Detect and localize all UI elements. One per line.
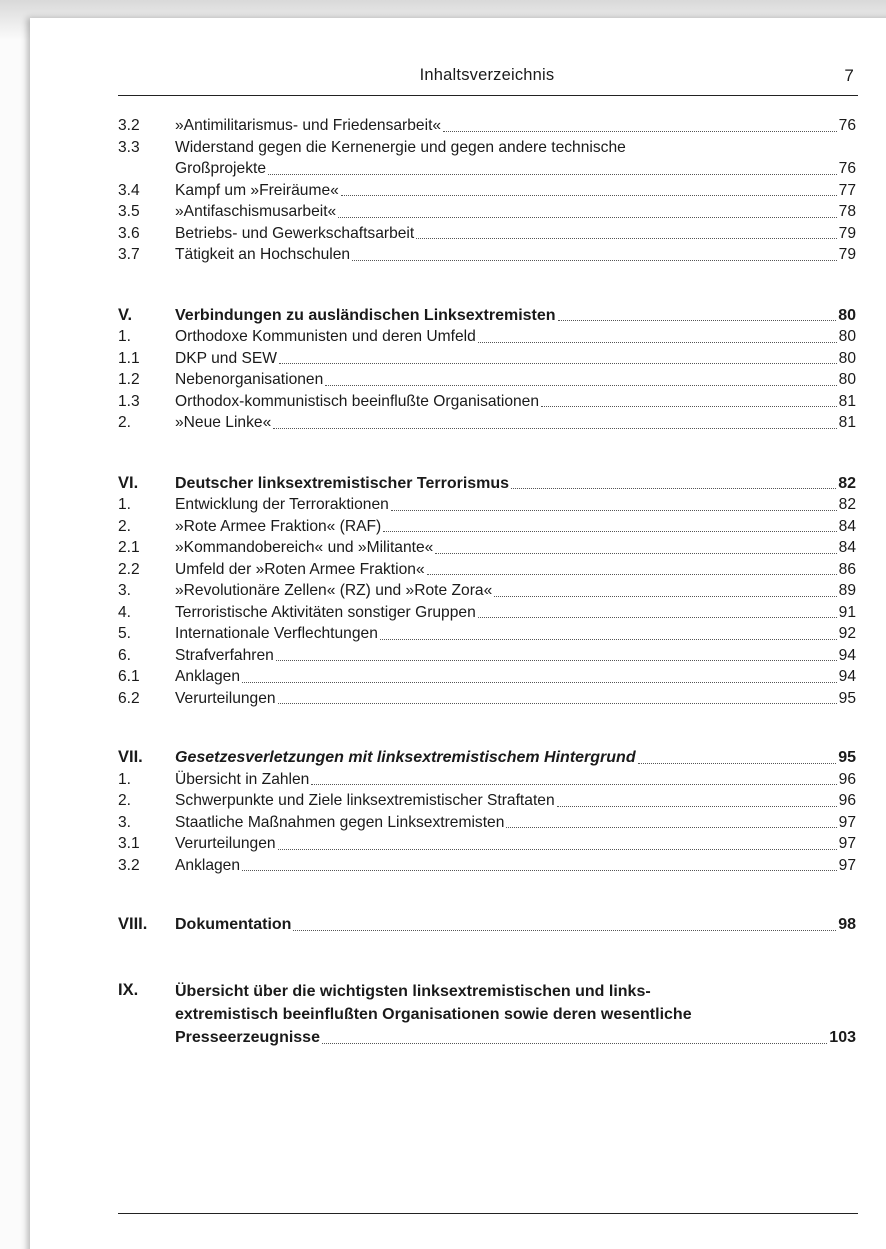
toc-entry-number: 3.2 <box>118 856 140 874</box>
toc-entry-page: 96 <box>838 770 856 788</box>
toc-entry-number: 3.6 <box>118 224 140 242</box>
toc-entry-number: 1. <box>118 770 132 788</box>
toc-entry-page: 97 <box>838 835 856 852</box>
toc-entry[interactable] <box>118 516 856 538</box>
toc-entry-page: 98 <box>838 916 856 933</box>
toc-entry-number: 3. <box>118 813 132 831</box>
toc-entry-number: 3.2 <box>118 117 140 134</box>
dot-leader <box>506 826 836 828</box>
toc-entry-page: 96 <box>838 792 856 809</box>
toc-entry-number: 2.1 <box>118 539 140 556</box>
toc-entry-number: 2. <box>118 792 132 809</box>
toc-entry-page: 80 <box>838 349 856 367</box>
toc-entry-number: 2.2 <box>118 560 140 578</box>
dot-leader <box>435 552 836 554</box>
toc-entry-number: V. <box>118 305 133 324</box>
dot-leader <box>268 173 837 175</box>
toc-entry-title: Verurteilungen <box>175 689 276 707</box>
dot-leader <box>558 319 837 321</box>
header-title: Inhaltsverzeichnis <box>419 66 555 84</box>
dot-leader <box>478 341 837 343</box>
toc-chapter-entry[interactable] <box>118 914 856 936</box>
toc-entry[interactable] <box>118 623 856 645</box>
table-of-contents <box>118 115 856 1049</box>
dot-leader <box>311 783 836 785</box>
dot-leader <box>276 659 837 661</box>
toc-entry-number: 3. <box>118 582 132 599</box>
dot-leader <box>352 259 837 261</box>
dot-leader <box>416 237 836 239</box>
section-spacer <box>118 709 856 747</box>
toc-entry[interactable] <box>118 412 856 434</box>
toc-entry-number: 5. <box>118 625 132 642</box>
toc-entry-title: »Antimilitarismus- und Friedensarbeit« <box>175 117 442 134</box>
toc-entry-number: IX. <box>118 980 139 999</box>
toc-entry-number: 2. <box>118 414 132 431</box>
toc-entry-number: 1.3 <box>118 392 140 410</box>
dot-leader <box>391 509 837 511</box>
toc-entry-title: Anklagen <box>175 668 241 685</box>
toc-entry[interactable] <box>118 790 856 812</box>
dot-leader <box>383 530 836 532</box>
toc-entry-title: Entwicklung der Terroraktionen <box>175 496 389 513</box>
toc-entry[interactable] <box>118 855 856 877</box>
toc-entry-number: 6.2 <box>118 689 140 707</box>
toc-entry-page: 95 <box>838 749 856 766</box>
toc-entry-page: 89 <box>838 582 856 599</box>
dot-leader <box>242 869 837 871</box>
toc-entry[interactable] <box>118 666 856 688</box>
toc-entry-title: Verurteilungen <box>175 835 276 852</box>
toc-entry-page: 80 <box>838 371 856 388</box>
toc-entry-number: 1. <box>118 496 132 513</box>
toc-entry-number: 3.1 <box>118 835 140 852</box>
toc-entry-title: »Neue Linke« <box>175 414 272 431</box>
toc-entry-page: 76 <box>838 160 856 177</box>
toc-entry[interactable] <box>118 391 856 413</box>
toc-entry-page: 79 <box>838 246 856 263</box>
toc-entry-page: 81 <box>838 392 856 410</box>
toc-entry[interactable] <box>118 223 856 245</box>
toc-entry-title: Betriebs- und Gewerkschaftsarbeit <box>175 224 415 242</box>
toc-entry-page: 77 <box>838 181 856 199</box>
toc-entry-title: »Antifaschismusarbeit« <box>175 203 337 220</box>
toc-entry-title: Orthodox-kommunistisch beeinflußte Organisationen <box>175 392 540 410</box>
toc-entry-page: 84 <box>838 517 856 535</box>
toc-entry[interactable] <box>118 180 856 202</box>
dot-leader <box>338 216 836 218</box>
toc-entry-title: Dokumentation <box>175 916 292 933</box>
toc-entry-number: 2. <box>118 517 132 535</box>
toc-entry-number: 1. <box>118 328 132 345</box>
toc-entry[interactable] <box>118 369 856 391</box>
dot-leader <box>557 805 837 807</box>
toc-entry-page: 94 <box>838 646 856 664</box>
toc-entry-title: DKP und SEW <box>175 349 277 367</box>
dot-leader <box>293 929 836 931</box>
toc-entry[interactable] <box>118 812 856 834</box>
toc-entry-title: Deutscher linksextremistischer Terrorismus <box>175 474 510 492</box>
running-header <box>118 66 856 90</box>
dot-leader <box>427 573 837 575</box>
toc-entry-page: 86 <box>838 560 856 578</box>
toc-entry-title: Anklagen <box>175 856 241 874</box>
dot-leader <box>325 384 836 386</box>
toc-entry-number: 3.7 <box>118 246 140 263</box>
dot-leader <box>443 130 837 132</box>
toc-entry-page: 82 <box>838 474 856 492</box>
section-spacer <box>118 936 856 980</box>
toc-entry-title: Internationale Verflechtungen <box>175 625 378 642</box>
toc-chapter-entry[interactable] <box>118 747 856 769</box>
toc-entry-title: Großprojekte <box>175 160 266 177</box>
section-spacer <box>118 434 856 473</box>
toc-entry-title: Schwerpunkte und Ziele linksextremistischer Straftaten <box>175 792 555 809</box>
dot-leader <box>638 762 837 764</box>
toc-entry-page: 92 <box>838 625 856 642</box>
toc-entry-page: 79 <box>838 224 856 242</box>
toc-entry-title: Kampf um »Freiräume« <box>175 181 339 199</box>
header-page-number: 7 <box>844 66 854 85</box>
dot-leader <box>341 194 837 196</box>
toc-entry-title: Gesetzesverletzungen mit linksextremistischem Hintergrund <box>175 749 636 766</box>
toc-entry-page: 80 <box>838 306 856 324</box>
toc-entry-number: 1.1 <box>118 349 140 367</box>
toc-entry-title: Presseerzeugnisse <box>175 1028 320 1046</box>
toc-entry[interactable] <box>118 494 856 516</box>
toc-entry-title: Tätigkeit an Hochschulen <box>175 246 351 263</box>
toc-entry[interactable] <box>118 244 856 266</box>
section-spacer <box>118 876 856 914</box>
toc-entry-title: Übersicht in Zahlen <box>175 770 310 788</box>
dot-leader <box>278 702 837 704</box>
toc-entry[interactable] <box>118 645 856 667</box>
toc-entry-title: »Rote Armee Fraktion« (RAF) <box>175 517 382 535</box>
dot-leader <box>279 362 837 364</box>
toc-chapter-entry[interactable] <box>118 305 856 327</box>
toc-entry[interactable] <box>118 688 856 710</box>
toc-entry[interactable] <box>118 769 856 791</box>
toc-entry-page: 81 <box>838 414 856 431</box>
toc-entry-page: 97 <box>838 813 856 831</box>
toc-entry-page: 97 <box>838 856 856 874</box>
toc-entry-title: Terroristische Aktivitäten sonstiger Gruppen <box>175 603 476 621</box>
toc-chapter-entry[interactable] <box>118 473 856 495</box>
toc-entry-title: »Revolutionäre Zellen« (RZ) und »Rote Zora« <box>175 582 493 599</box>
toc-entry-number: 3.3 <box>118 138 140 156</box>
toc-entry[interactable] <box>118 602 856 624</box>
dot-leader <box>273 427 836 429</box>
toc-entry-page: 76 <box>838 117 856 134</box>
toc-entry-page: 82 <box>838 496 856 513</box>
toc-entry-title: Nebenorganisationen <box>175 371 324 388</box>
dot-leader <box>494 595 836 597</box>
toc-entry-title: Orthodoxe Kommunisten und deren Umfeld <box>175 328 476 345</box>
toc-entry-number: 4. <box>118 603 132 621</box>
toc-entry-title-line: Übersicht über die wichtigsten linksextremistischen und links- <box>175 982 651 1000</box>
toc-entry-page: 78 <box>838 203 856 220</box>
footer-rule <box>118 1213 858 1214</box>
dot-leader <box>380 638 837 640</box>
toc-entry-title: Umfeld der »Roten Armee Fraktion« <box>175 560 425 578</box>
toc-entry[interactable] <box>118 115 856 137</box>
dot-leader <box>478 616 837 618</box>
dot-leader <box>322 1042 827 1044</box>
dot-leader <box>278 848 837 850</box>
toc-entry-page: 94 <box>838 668 856 685</box>
toc-entry[interactable] <box>118 201 856 223</box>
toc-entry-number: 6.1 <box>118 668 140 685</box>
toc-entry-number: VIII. <box>118 915 148 933</box>
dot-leader <box>242 681 837 683</box>
toc-entry-page: 80 <box>838 328 856 345</box>
toc-entry[interactable] <box>118 326 856 348</box>
toc-entry-title-line: Widerstand gegen die Kernenergie und gegen andere technische <box>175 138 626 156</box>
toc-entry-number: 3.4 <box>118 181 140 199</box>
dot-leader <box>511 487 836 489</box>
toc-entry-number: VII. <box>118 748 143 766</box>
toc-entry-title-line: extremistisch beeinflußten Organisationen sowie deren wesentliche <box>175 1005 692 1023</box>
toc-entry-page: 91 <box>838 603 856 621</box>
toc-entry[interactable] <box>118 537 856 559</box>
toc-entry[interactable] <box>118 580 856 602</box>
toc-entry-page: 95 <box>838 689 856 707</box>
toc-entry-number: 6. <box>118 646 132 664</box>
toc-entry-title: Staatliche Maßnahmen gegen Linksextremisten <box>175 813 505 831</box>
toc-entry[interactable] <box>118 833 856 855</box>
toc-entry-number: 1.2 <box>118 371 140 388</box>
toc-entry-title: Strafverfahren <box>175 646 274 664</box>
toc-chapter-entry[interactable] <box>118 980 856 1049</box>
toc-entry-number: VI. <box>118 473 139 492</box>
toc-entry[interactable] <box>118 559 856 581</box>
toc-entry-page: 84 <box>838 539 856 556</box>
toc-entry[interactable] <box>118 137 856 180</box>
toc-entry-page: 103 <box>829 1028 856 1046</box>
toc-entry-title: »Kommandobereich« und »Militante« <box>175 539 434 556</box>
dot-leader <box>541 405 837 407</box>
toc-entry[interactable] <box>118 348 856 370</box>
toc-entry-number: 3.5 <box>118 203 140 220</box>
section-spacer <box>118 266 856 305</box>
header-rule <box>118 95 858 96</box>
toc-entry-title: Verbindungen zu ausländischen Linksextremisten <box>175 306 556 324</box>
